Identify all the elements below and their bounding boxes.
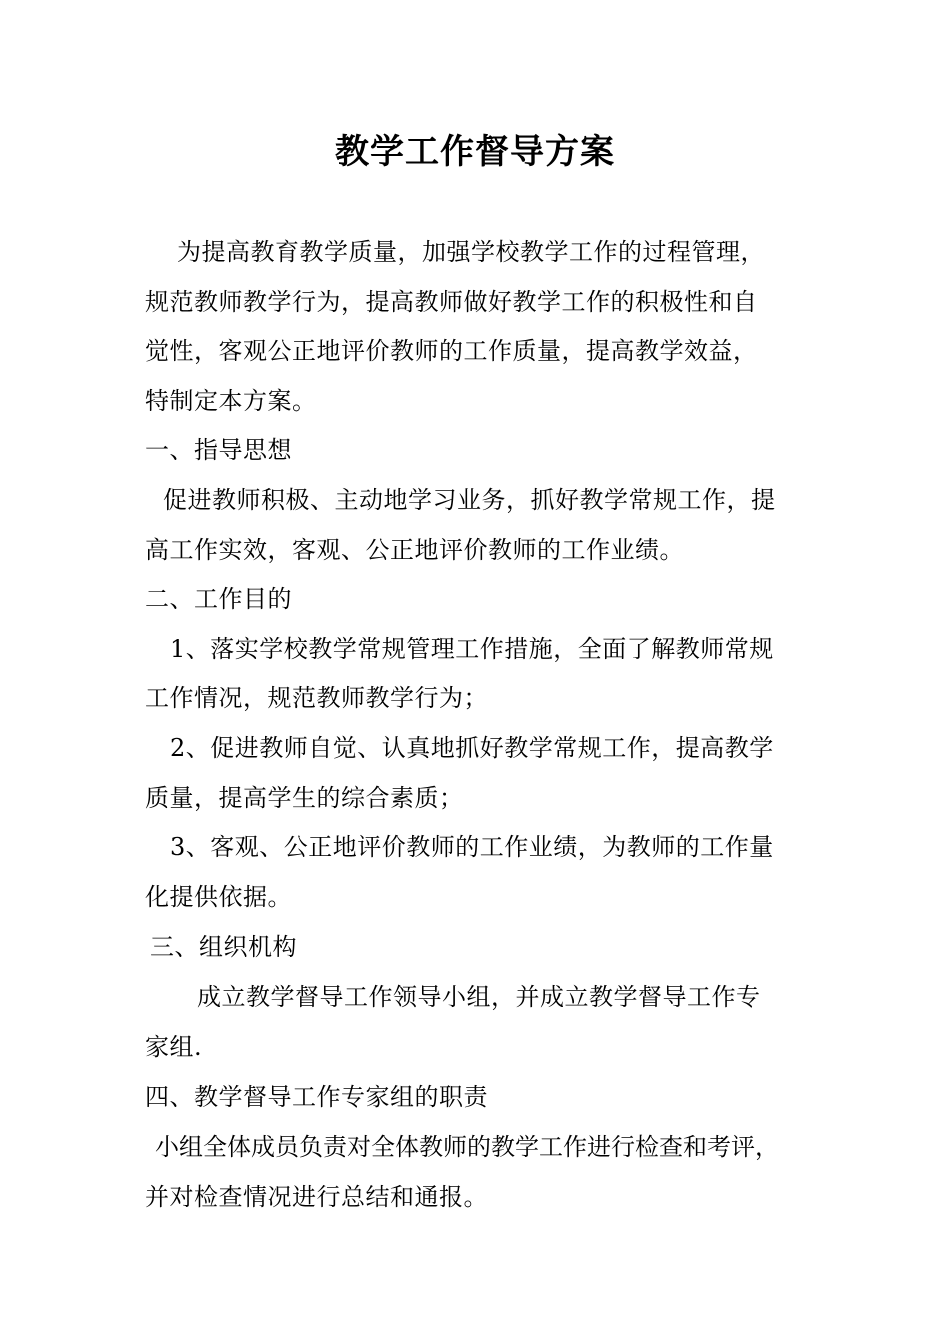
list-item-line: 1、落实学校教学常规管理工作措施，全面了解教师常规 [170,635,774,663]
paragraph-line: 觉性，客观公正地评价教师的工作质量，提高教学效益， [145,337,758,365]
paragraph-line: 特制定本方案。 [145,387,317,415]
paragraph-line: 规范教师教学行为，提高教师做好教学工作的积极性和自 [145,288,758,316]
paragraph-line: 高工作实效，客观、公正地评价教师的工作业绩。 [145,536,684,564]
paragraph-line: 并对检查情况进行总结和通报。 [145,1183,488,1211]
paragraph-line: 促进教师积极、主动地学习业务，抓好教学常规工作，提 [163,486,776,514]
list-item-line: 3、客观、公正地评价教师的工作业绩，为教师的工作量 [170,833,774,861]
paragraph-line: 为提高教育教学质量，加强学校教学工作的过程管理， [177,238,765,266]
list-item-line: 化提供依据。 [145,883,292,911]
section-heading: 三、组织机构 [150,933,297,961]
paragraph-line: 家组. [145,1033,203,1061]
list-item-line: 工作情况，规范教师教学行为； [145,684,488,712]
list-item-line: 质量，提高学生的综合素质； [145,784,464,812]
section-heading: 一、指导思想 [145,436,292,464]
section-heading: 四、教学督导工作专家组的职责 [145,1083,488,1111]
section-heading: 二、工作目的 [145,585,292,613]
list-item-line: 2、促进教师自觉、认真地抓好教学常规工作，提高教学 [170,734,774,762]
paragraph-line: 成立教学督导工作领导小组，并成立教学督导工作专 [197,983,761,1011]
paragraph-line: 小组全体成员负责对全体教师的教学工作进行检查和考评， [155,1133,779,1161]
document-title: 教学工作督导方案 [335,132,615,172]
